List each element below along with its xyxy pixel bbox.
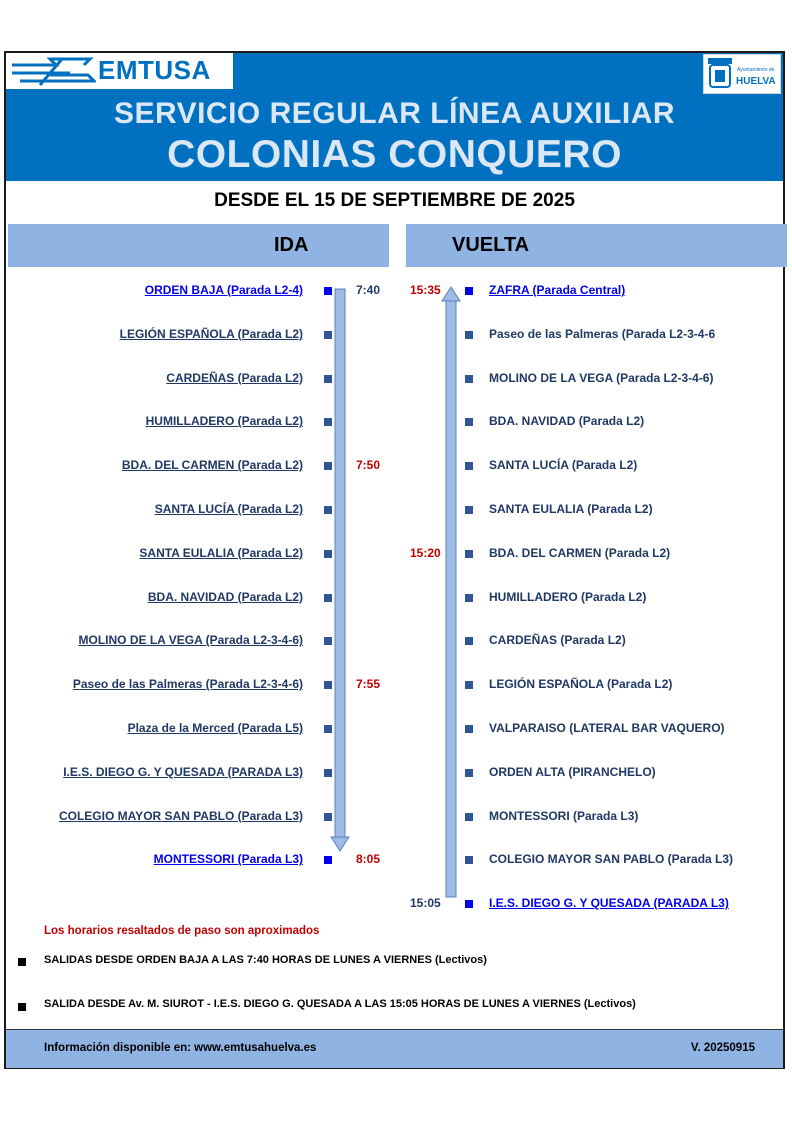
vuelta-stop-label: CARDEÑAS (Parada L2) — [489, 633, 626, 648]
vuelta-stop-label: LEGIÓN ESPAÑOLA (Parada L2) — [489, 677, 673, 692]
ida-stop-label: HUMILLADERO (Parada L2) — [145, 414, 303, 429]
footer-version: V. 20250915 — [690, 1042, 755, 1054]
ida-stop-bullet — [324, 331, 332, 339]
ida-stop-time: 7:40 — [356, 283, 381, 297]
council-label-small: Ayuntamiento de — [737, 67, 775, 73]
info-bullet-1 — [18, 958, 26, 966]
vuelta-stop-label: VALPARAISO (LATERAL BAR VAQUERO) — [489, 721, 725, 735]
logo-text: EMTUSA — [98, 55, 211, 85]
ida-stop-time: 7:55 — [356, 677, 381, 692]
vuelta-stop-time: 15:35 — [410, 283, 441, 297]
ida-stop-bullet — [324, 769, 332, 777]
timetable-sheet — [4, 51, 785, 1069]
vuelta-stop-bullet — [465, 418, 473, 426]
ida-stop-bullet — [324, 287, 332, 295]
ida-stop-bullet — [324, 506, 332, 514]
ida-stop-bullet — [324, 856, 332, 864]
ida-stop-label: I.E.S. DIEGO G. Y QUESADA (PARADA L3) — [63, 764, 303, 779]
info-line-2: SALIDA DESDE Av. M. SIUROT - I.E.S. DIEGO G. QUESADA A LAS 15:05 HORAS DE LUNES A VIERNES (Lectivos) — [44, 998, 636, 1010]
ida-stop-label: SANTA EULALIA (Parada L2) — [139, 545, 303, 560]
ida-stop-label: BDA. DEL CARMEN (Parada L2) — [121, 458, 303, 473]
vuelta-stop-label: BDA. DEL CARMEN (Parada L2) — [489, 545, 671, 560]
vuelta-stop-label: MOLINO DE LA VEGA (Parada L2-3-4-6) — [489, 370, 714, 385]
vuelta-stop-bullet — [465, 550, 473, 558]
vuelta-heading: VUELTA — [452, 234, 530, 256]
ida-stop-bullet — [324, 594, 332, 602]
ida-stop-label: COLEGIO MAYOR SAN PABLO (Parada L3) — [58, 808, 303, 823]
ida-stop-bullet — [324, 375, 332, 383]
effective-date: DESDE EL 15 DE SEPTIEMBRE DE 2025 — [214, 190, 575, 211]
vuelta-stop-bullet — [465, 856, 473, 864]
vuelta-stop-label: SANTA LUCÍA (Parada L2) — [489, 458, 638, 473]
line-title: COLONIAS CONQUERO — [167, 133, 622, 176]
ida-stop-label: CARDEÑAS (Parada L2) — [166, 370, 303, 385]
ida-down-arrow — [331, 289, 349, 851]
ida-stop-bullet — [324, 725, 332, 733]
footer-bar — [6, 1029, 783, 1068]
vuelta-stop-label: ORDEN ALTA (PIRANCHELO) — [489, 764, 656, 779]
ida-stop-label: Plaza de la Merced (Parada L5) — [127, 721, 303, 735]
ida-stop-bullet — [324, 813, 332, 821]
vuelta-stop-label: HUMILLADERO (Parada L2) — [489, 589, 647, 604]
service-title: SERVICIO REGULAR LÍNEA AUXILIAR — [113, 97, 676, 130]
vuelta-stop-bullet — [465, 287, 473, 295]
direction-arrows — [6, 53, 783, 1067]
footer-info: Información disponible en: www.emtusahuelva.es — [44, 1042, 317, 1054]
ida-stop-label: MOLINO DE LA VEGA (Parada L2-3-4-6) — [78, 633, 303, 648]
vuelta-stop-time: 15:05 — [410, 896, 441, 911]
vuelta-stop-bullet — [465, 900, 473, 908]
approx-times-note: Los horarios resaltados de paso son aproximados — [44, 925, 320, 937]
ida-heading: IDA — [274, 234, 309, 256]
ida-stop-label: SANTA LUCÍA (Parada L2) — [154, 502, 303, 516]
vuelta-stop-label: SANTA EULALIA (Parada L2) — [489, 502, 653, 516]
vuelta-stop-bullet — [465, 462, 473, 470]
ida-stop-bullet — [324, 637, 332, 645]
vuelta-stop-bullet — [465, 725, 473, 733]
vuelta-stop-bullet — [465, 637, 473, 645]
vuelta-stop-bullet — [465, 769, 473, 777]
vuelta-stop-label: COLEGIO MAYOR SAN PABLO (Parada L3) — [489, 852, 734, 867]
vuelta-stop-label: Paseo de las Palmeras (Parada L2-3-4-6 — [489, 326, 716, 341]
vuelta-stop-bullet — [465, 594, 473, 602]
ida-stop-label: BDA. NAVIDAD (Parada L2) — [147, 589, 303, 604]
ida-stop-time: 7:50 — [356, 458, 381, 473]
info-line-1: SALIDAS DESDE ORDEN BAJA A LAS 7:40 HORAS DE LUNES A VIERNES (Lectivos) — [44, 954, 487, 966]
ida-stop-bullet — [324, 418, 332, 426]
ida-stop-label: Paseo de las Palmeras (Parada L2-3-4-6) — [72, 677, 303, 692]
ida-stop-bullet — [324, 462, 332, 470]
ida-stop-label: ORDEN BAJA (Parada L2-4) — [144, 283, 303, 297]
vuelta-stop-bullet — [465, 681, 473, 689]
vuelta-stop-label: MONTESSORI (Parada L3) — [489, 808, 639, 823]
vuelta-stop-label: ZAFRA (Parada Central) — [489, 283, 626, 297]
vuelta-stop-bullet — [465, 506, 473, 514]
vuelta-stop-bullet — [465, 375, 473, 383]
info-bullet-2 — [18, 1003, 26, 1011]
vuelta-stop-label: BDA. NAVIDAD (Parada L2) — [489, 414, 645, 429]
ida-stop-label: LEGIÓN ESPAÑOLA (Parada L2) — [119, 326, 303, 341]
vuelta-stop-label: I.E.S. DIEGO G. Y QUESADA (PARADA L3) — [489, 896, 729, 911]
vuelta-stop-bullet — [465, 813, 473, 821]
vuelta-stop-bullet — [465, 331, 473, 339]
council-label-big: HUELVA — [736, 76, 776, 87]
ida-stop-bullet — [324, 681, 332, 689]
vuelta-stop-time: 15:20 — [410, 545, 441, 560]
ida-stop-label: MONTESSORI (Parada L3) — [153, 852, 303, 867]
vuelta-up-arrow — [442, 287, 460, 897]
ida-stop-time: 8:05 — [356, 852, 381, 867]
ida-stop-bullet — [324, 550, 332, 558]
